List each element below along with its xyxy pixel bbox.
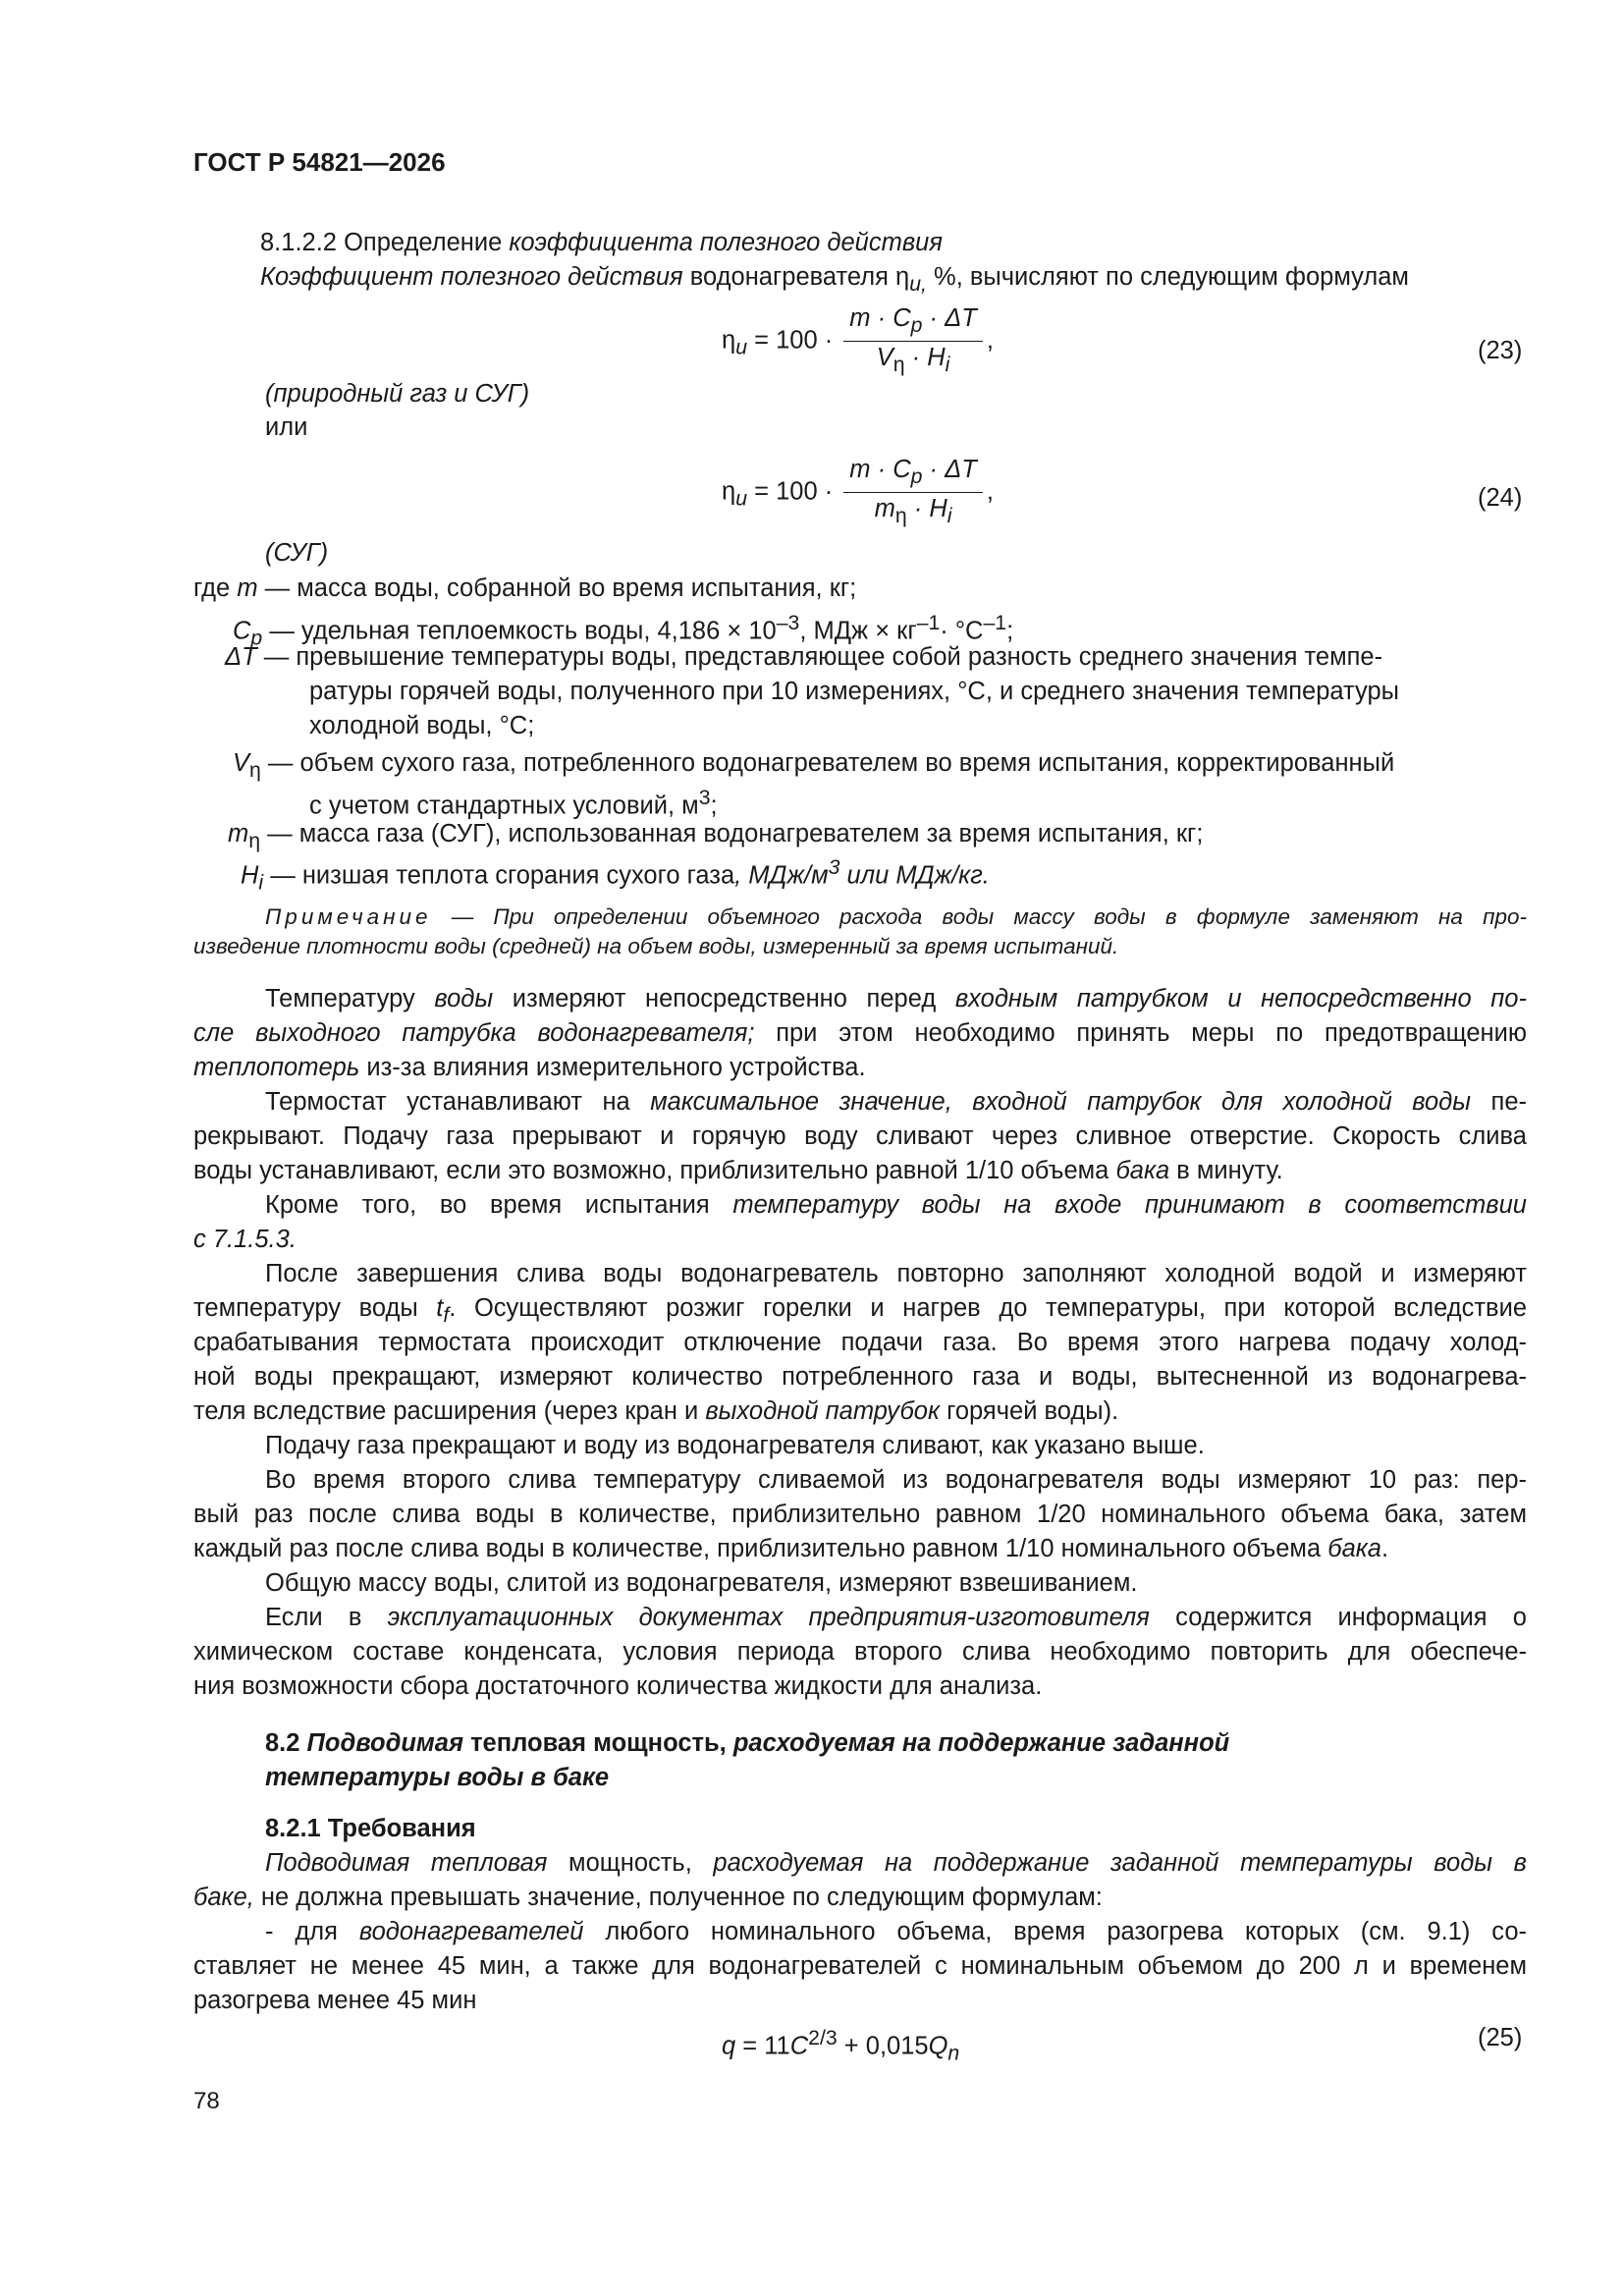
label-natural-gas-lpg: (природный газ и СУГ) bbox=[265, 380, 530, 408]
paragraph-6-line-1: Во время второго слива температуру сливаемой из водонагревателя воды измеряют 10 раз: пер- bbox=[265, 1466, 1527, 1494]
equation-23-number: (23) bbox=[1478, 337, 1523, 364]
note-line-1: Примечание — При определении объемного расхода воды массу воды в формуле заменяют на про- bbox=[265, 904, 1527, 929]
variable-h-i: $H_i$ — низшая теплота сгорания сухого газа, МДж/$м^3$ или МДж/кг. bbox=[241, 855, 990, 895]
section-82-line-5: разогрева менее 45 мин bbox=[193, 1987, 477, 2014]
equation-25-number: (25) bbox=[1478, 2024, 1523, 2051]
variable-v-eta: $V_\eta$ — объем сухого газа, потребленного водонагревателем во время испытания, корректированный bbox=[233, 749, 1395, 783]
paragraph-4-line-3: срабатывания термостата происходит отключение подачи газа. Во время этого нагрева подачу холод- bbox=[193, 1329, 1527, 1356]
paragraph-1-line-2: сле выходного патрубка водонагревателя; при этом необходимо принять меры по предотвращению bbox=[193, 1019, 1527, 1047]
paragraph-7: Общую массу воды, слитой из водонагревателя, измеряют взвешиванием. bbox=[265, 1569, 1138, 1597]
section-heading-821: 8.2.1 Требования bbox=[265, 1815, 476, 1842]
paragraph-2-line-1: Термостат устанавливают на максимальное значение, входной патрубок для холодной воды пе- bbox=[265, 1088, 1527, 1116]
variable-delta-t-cont-2: холодной воды, °С; bbox=[309, 712, 535, 739]
section-heading-82-line-1: 8.2 Подводимая тепловая мощность, расходуемая на поддержание заданной bbox=[265, 1729, 1230, 1757]
paragraph-1-line-1: Температуру воды измеряют непосредственно перед входным патрубком и непосредственно по- bbox=[265, 985, 1527, 1012]
section-82-line-1: Подводимая тепловая мощность, расходуемая на поддержание заданной температуры воды в bbox=[265, 1849, 1527, 1877]
section-82-line-2: баке, не должна превышать значение, полученное по следующим формулам: bbox=[193, 1884, 1103, 1911]
efficiency-intro: Коэффициент полезного действия водонагревателя $\eta_{u,}$ %, вычисляют по следующим формулам bbox=[260, 263, 1409, 297]
paragraph-4-line-4: ной воды прекращают, измеряют количество потребленного газа и воды, вытесненной из водонагрева- bbox=[193, 1363, 1527, 1391]
eq23-fraction: $\frac{m \cdot C_p \cdot \Delta T}{V_\eta \cdot H_i}$ bbox=[843, 302, 983, 380]
variable-m: где m — масса воды, собранной во время испытания, кг; bbox=[193, 574, 857, 602]
paragraph-8-line-2: химическом составе конденсата, условия периода второго слива необходимо повторить для обеспече- bbox=[193, 1638, 1527, 1666]
section-82-line-4: ставляет не менее 45 мин, а также для водонагревателей с номинальным объемом до 200 л и временем bbox=[193, 1952, 1527, 1980]
section-82-line-3: - для водонагревателей любого номинального объема, время разогрева которых (см. 9.1) со- bbox=[265, 1918, 1528, 1945]
page-number: 78 bbox=[193, 2088, 220, 2114]
equation-24: $\eta_u = 100$ · $\frac{m \cdot C_p \cdot \Delta T}{m_\eta \cdot H_i}$ , bbox=[722, 454, 994, 531]
equation-24-number: (24) bbox=[1478, 484, 1523, 512]
variable-cp: $C_p$ — удельная теплоемкость воды, $4,186 \times 10^{-3}$, МДж × $кг^{-1}\cdot ^\circ С^{-1}$; bbox=[233, 611, 1014, 650]
paragraph-2-line-3: воды устанавливают, если это возможно, приблизительно равной 1/10 объема бака в минуту. bbox=[193, 1157, 1283, 1184]
paragraph-3-line-2: с 7.1.5.3. bbox=[193, 1226, 297, 1253]
variable-m-eta: $m_\eta$ — масса газа (СУГ), использованная водонагревателем за время испытания, кг; bbox=[228, 820, 1204, 853]
section-heading-8122: 8.1.2.2 Определение коэффициента полезного действия bbox=[260, 229, 943, 256]
variable-v-eta-cont: с учетом стандартных условий, $м^3$; bbox=[309, 786, 718, 820]
paragraph-5: Подачу газа прекращают и воду из водонагревателя сливают, как указано выше. bbox=[265, 1432, 1205, 1459]
paragraph-2-line-2: рекрывают. Подачу газа прерывают и горячую воду сливают через сливное отверстие. Скорость слива bbox=[193, 1122, 1527, 1150]
paragraph-1-line-3: теплопотерь из-за влияния измерительного устройства. bbox=[193, 1054, 866, 1081]
paragraph-4-line-2: температуру воды $t_f$. Осуществляют розжиг горелки и нагрев до температуры, при которой вследствие bbox=[193, 1294, 1527, 1328]
eq24-fraction: $\frac{m \cdot C_p \cdot \Delta T}{m_\eta \cdot H_i}$ bbox=[843, 454, 983, 531]
paragraph-6-line-3: каждый раз после слива воды в количестве, приблизительно равном 1/10 номинального объема бака. bbox=[193, 1535, 1389, 1562]
paragraph-8-line-3: ния возможности сбора достаточного количества жидкости для анализа. bbox=[193, 1672, 1043, 1700]
paragraph-4-line-1: После завершения слива воды водонагреватель повторно заполняют холодной водой и измеряют bbox=[265, 1260, 1527, 1287]
section-heading-82-line-2: температуры воды в баке bbox=[265, 1764, 610, 1791]
equation-25: $q = 11C^{2/3} + 0,015Q_n$ bbox=[722, 2026, 960, 2065]
paragraph-4-line-5: теля вследствие расширения (через кран и выходной патрубок горячей воды). bbox=[193, 1397, 1119, 1425]
document-header: ГОСТ Р 54821—2026 bbox=[193, 147, 446, 177]
paragraph-8-line-1: Если в эксплуатационных документах предприятия-изготовителя содержится информация о bbox=[265, 1604, 1527, 1631]
label-or: или bbox=[265, 413, 308, 441]
equation-23: $\eta_u = 100$ · $\frac{m \cdot C_p \cdot \Delta T}{V_\eta \cdot H_i}$ , bbox=[722, 302, 994, 380]
variable-delta-t: ΔT — превышение температуры воды, представляющее собой разность среднего значения темпе- bbox=[225, 643, 1383, 671]
note-line-2: изведение плотности воды (средней) на объем воды, измеренный за время испытаний. bbox=[193, 934, 1119, 958]
variable-delta-t-cont-1: ратуры горячей воды, полученного при 10 измерениях, °С, и среднего значения температуры bbox=[309, 678, 1399, 705]
paragraph-6-line-2: вый раз после слива воды в количестве, приблизительно равном 1/20 номинального объема бака, затем bbox=[193, 1501, 1527, 1528]
label-lpg: (СУГ) bbox=[265, 539, 329, 567]
paragraph-3-line-1: Кроме того, во время испытания температуру воды на входе принимают в соответствии bbox=[265, 1191, 1527, 1219]
